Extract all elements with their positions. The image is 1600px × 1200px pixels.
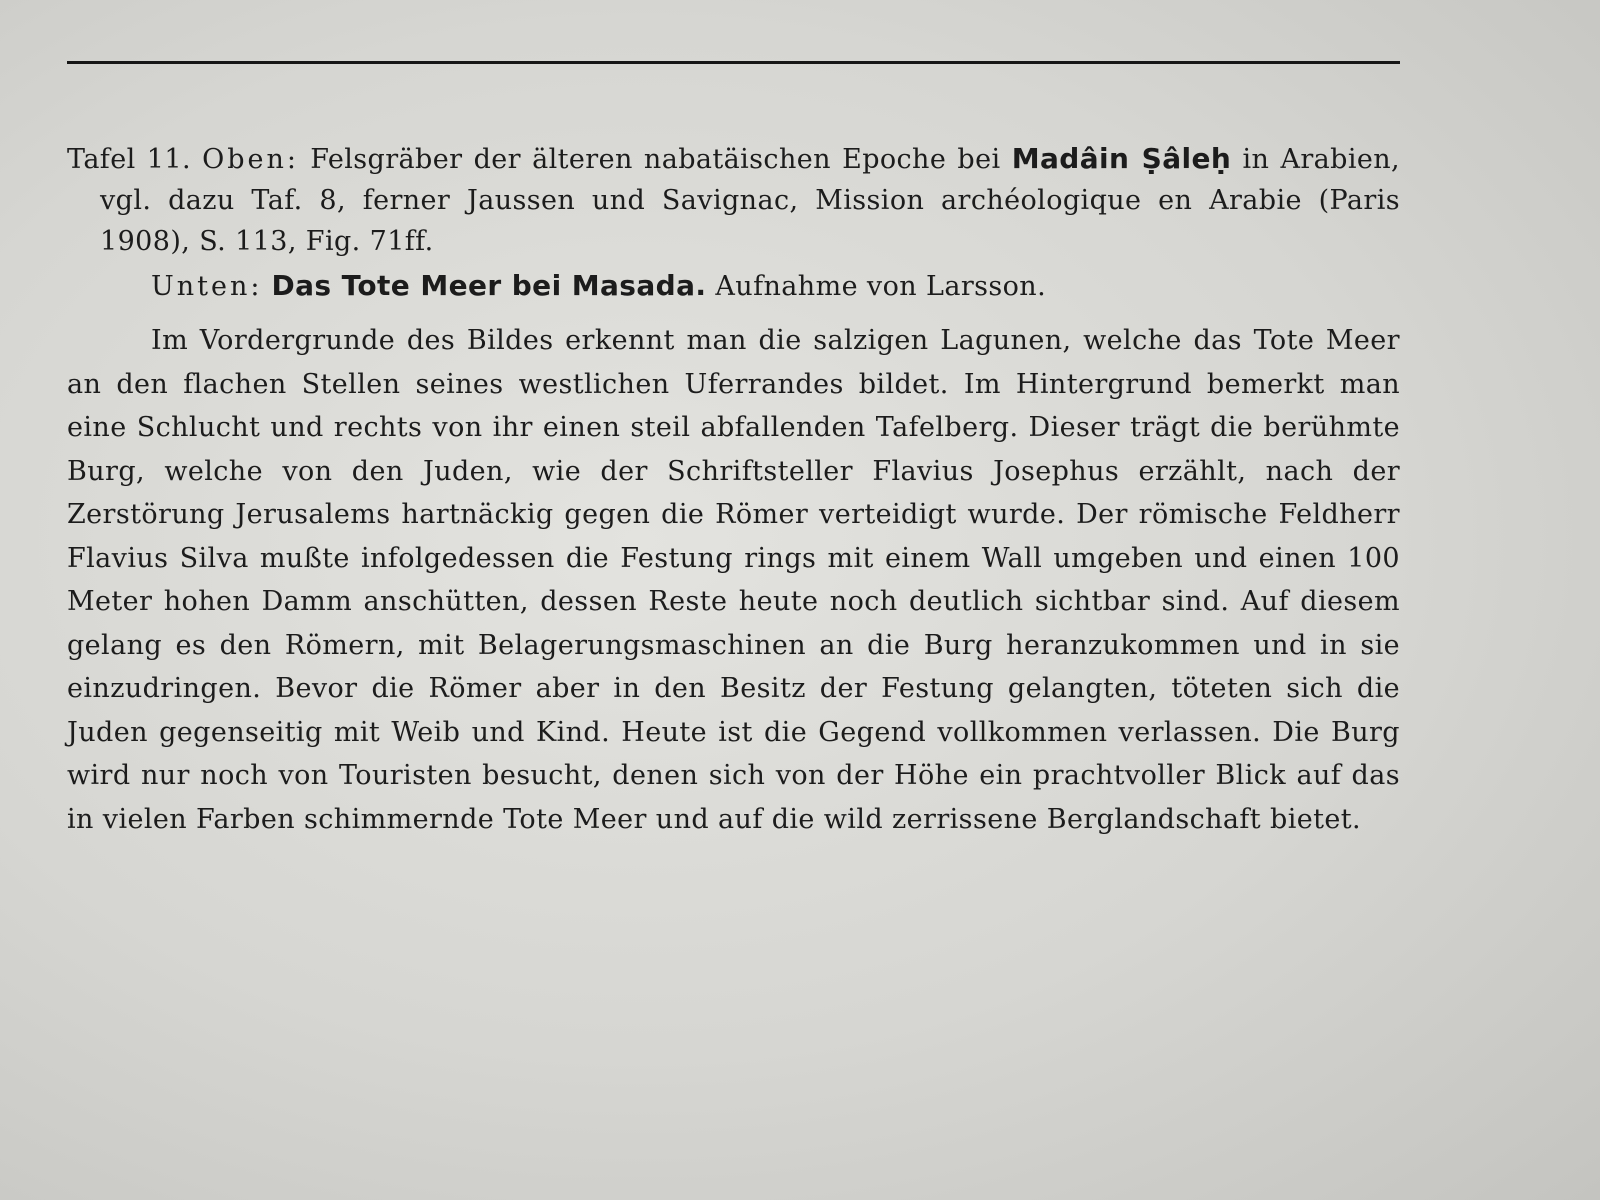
description-paragraph: Im Vordergrunde des Bildes erkennt man die salzigen Lagunen, welche das Tote Meer an den flachen Stellen seines westlichen Uferrandes bildet. Im Hintergrund bemerkt man eine Schlucht und rechts von ihr einen steil abfallenden Tafelberg. Dieser trägt die berühmte Burg, welche von den Juden, wie der Schriftsteller Flavius Josephus erzählt, nach der Zerstörung Jerusalems hartnäckig gegen die Römer verteidigt wurde. Der römische Feldherr Flavius Silva mußte infolgedessen die Festung rings mit einem Wall umgeben und einen 100 Meter hohen Damm anschütten, dessen Reste heute noch deutlich sichtbar sind. Auf diesem gelang es den Römern, mit Belagerungsmaschinen an die Burg heranzukommen und in sie einzudringen. Bevor die Römer aber in den Besitz der Festung gelangten, töteten sich die Juden gegenseitig mit Weib und Kind. Heute ist die Gegend vollkommen verlassen. Die Burg wird nur noch von Touristen besucht, denen sich von der Höhe ein prachtvoller Blick auf das in vielen Farben schimmernde Tote Meer und auf die wild zerrissene Berglandschaft bietet.	[67, 325, 1400, 835]
top-text-1: Felsgräber der älteren nabatäischen Epoche bei	[310, 144, 1001, 175]
plate-caption	[67, 138, 1400, 841]
top-place-name: Madâin Ṣâleḥ	[1011, 142, 1232, 175]
caption-entry-bottom	[67, 265, 1400, 307]
bottom-heading: Unten:	[151, 271, 263, 302]
caption-entry-top	[67, 138, 1400, 262]
plate-label: Tafel 11.	[67, 144, 191, 175]
bottom-title: Das Tote Meer bei Masada.	[271, 269, 707, 302]
top-heading: Oben:	[202, 144, 300, 175]
top-rule	[67, 61, 1400, 64]
bottom-credit: Aufnahme von Larsson.	[715, 271, 1047, 302]
top-text-2: in Arabien, vgl. dazu Taf. 8, ferner Jaussen und Savignac, Mission archéologique en Arabie (Paris 1908), S. 113, Fig. 71ff.	[100, 144, 1401, 257]
